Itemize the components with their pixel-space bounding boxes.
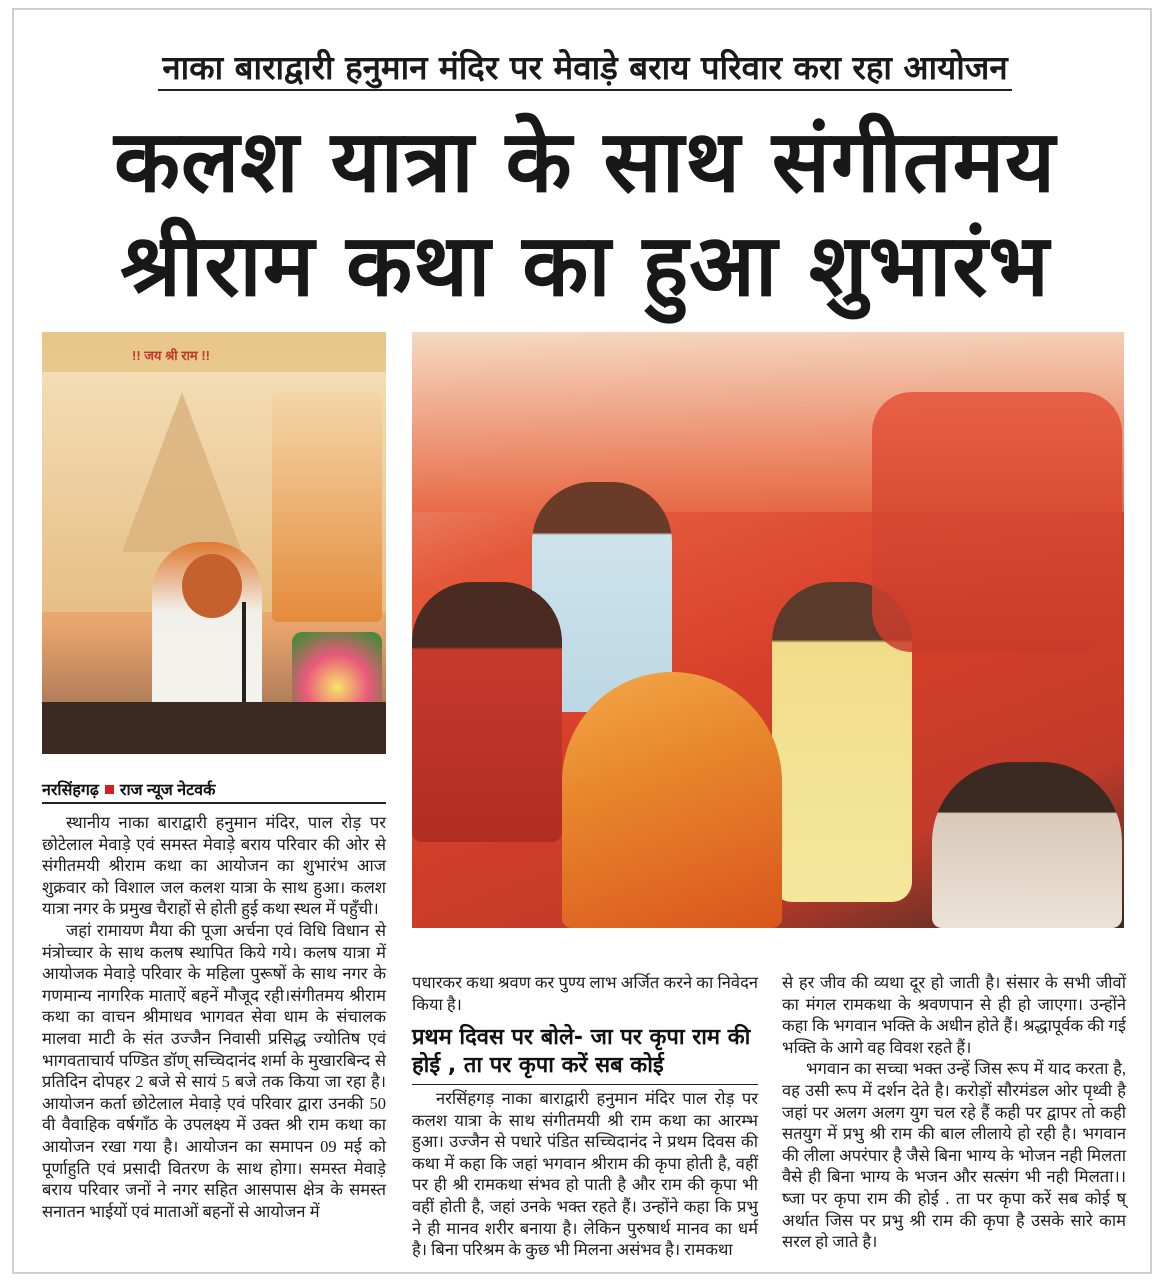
column3-paragraph-1: से हर जीव की व्यथा दूर हो जाती है। संसार के सभी जीवों का मंगल रामकथा के श्रवणपान से ही हो जाएगा। उन्होंने कहा कि भगवान भक्ति के अधीन होते हैं। श्रद्धापूर्वक की गई भक्ति के आगे वह विवश रहते हैं। bbox=[782, 973, 1126, 1057]
girl-red-dress bbox=[412, 582, 562, 842]
article-column-2-body bbox=[412, 1088, 758, 1268]
photo-devotees-crowd bbox=[412, 332, 1124, 928]
elderly-woman-orange-saree bbox=[562, 672, 782, 928]
kicker-text: नाका बाराद्वारी हनुमान मंदिर पर मेवाड़े बराय परिवार करा रहा आयोजन bbox=[158, 48, 1011, 91]
article-column-2 bbox=[412, 972, 758, 1022]
column3-paragraph-2: भगवान का सच्चा भक्त उन्हें जिस रूप में याद करता है, वह उसी रूप में दर्शन देते है। करोड़ों सौरमंडल ओर पृथ्वी है जहां पर अलग अलग युग चल रहे हैं कही पर द्वापर तो कही सतयुग में प्रभु श्री राम की बाल लीलाये हो रही है। भगवान की लीला अपरंपार है जैसे बिना भाग्य के भोजन नही मिलता वैसे ही बिना भाग्य के भजन और सत्संग भी नही मिलता।। ष्जा पर कृपा राम की होई . ता पर कृपा करें सब कोई ष् अर्थात जिस पर प्रभु श्री राम की कृपा है उसके सारे काम सरल हो जाते है। bbox=[782, 1059, 1126, 1252]
byline-place: नरसिंहगढ़ bbox=[42, 782, 99, 799]
banner-text: !! जय श्री राम !! bbox=[132, 348, 210, 363]
byline bbox=[42, 778, 386, 800]
byline-agency: राज न्यूज नेटवर्क bbox=[119, 782, 216, 799]
article-column-1 bbox=[42, 812, 386, 1272]
column2-paragraph-1: नरसिंहगड़ नाका बाराद्वारी हनुमान मंदिर पाल रोड़ पर कलश यात्रा के साथ संगीतमयी श्री राम कथा का आरम्भ हुआ। उज्जैन से पधारे पंडित सच्चिदानंद ने प्रथम दिवस की कथा में कहा कि जहां भगवान श्रीराम की कृपा होती है, वहीं पर ही श्री रामकथा संभव हो पाती है और राम की कृपा भी वहीं होती है, जहां उनके भक्त रहते हैं। उन्होंने कहा कि प्रभु ने ही मानव शरीर बनाया है। लेकिन पुरुषार्थ मानव का धर्म है। बिना परिश्रम के कुछ भी मिलना असंभव है। रामकथा bbox=[412, 1089, 758, 1260]
preacher-head bbox=[182, 554, 242, 618]
article-column-3 bbox=[782, 972, 1126, 1272]
boy-white-shirt bbox=[932, 762, 1122, 928]
column2-lead: पधारकर कथा श्रवण कर पुण्य लाभ अर्जित करने का निवेदन किया है। bbox=[412, 973, 758, 1014]
column1-paragraph-1: स्थानीय नाका बाराद्वारी हनुमान मंदिर, पाल रोड़ पर छोटेलाल मेवाड़े एवं समस्त मेवाड़े बराय परिवार की ओर से संगीतमयी श्रीराम कथा का आयोजन का शुभारंभ आज शुक्रवार को विशाल जल कलश यात्रा के साथ हुआ। कलश यात्रा नगर के प्रमुख चैराहों से होती हुई कथा स्थल में पहुँची। bbox=[42, 813, 386, 919]
stage-floor bbox=[42, 702, 386, 754]
subheading-rule bbox=[412, 1084, 758, 1085]
headline-line-2: श्रीराम कथा का हुआ शुभारंभ bbox=[120, 216, 1050, 316]
headline-line-1: कलश यात्रा के साथ संगीतमय bbox=[113, 112, 1057, 212]
column1-paragraph-2: जहां रामायण मैया की पूजा अर्चना एवं विधि विधान से मंत्रोच्चार के साथ कलष स्थापित किये गये। कलष यात्रा में आयोजक मेवाड़े परिवार के महिला पुरूषों के साथ नगर के गणमान्य नागरिक माताऐं बहनें मौजूद रही।संगीतमय श्रीराम कथा का वाचन श्रीमाधव भागवत सेवा धाम के संचालक मालवा माटी के संत उज्जैन निवासी प्रसिद्ध ज्योतिष एवं भागवताचार्य पण्डित डॉण् सच्चिदानंद शर्मा के मुखारबिन्द से प्रतिदिन दोपहर 2 बजे से सायं 5 बजे तक किया जा रहा है। आयोजन कर्ता छोटेलाल मेवाड़े एवं परिवार द्वारा उनकी 50 वी वैवाहिक वर्षगाँठ के उपलक्ष्य में उक्त श्री राम कथा का आयोजन रखा गया है। आयोजन का समापन 09 मई को पूर्णाहुति एवं प्रसादी वितरण के साथ होगा। समस्त मेवाड़े बराय परिवार जनों ने नगर सहित आसपास क्षेत्र के समस्त सनातन भाईयों एवं माताओं बहनों से आयोजन में bbox=[42, 920, 386, 1221]
kicker-heading bbox=[0, 44, 1170, 89]
byline-rule bbox=[42, 802, 386, 804]
women-red-sarees bbox=[872, 392, 1122, 652]
column2-subheading: प्रथम दिवस पर बोले- जा पर कृपा राम की होई , ता पर कृपा करें सब कोई bbox=[412, 1025, 751, 1078]
ram-image-panel bbox=[272, 392, 382, 622]
byline-separator-square bbox=[105, 785, 114, 794]
photo-preacher-stage bbox=[42, 332, 386, 754]
